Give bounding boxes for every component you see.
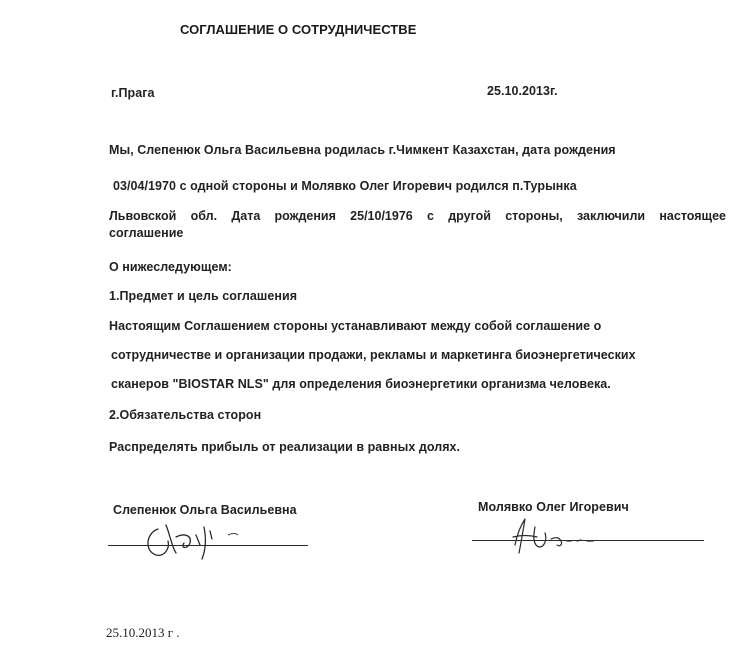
paragraph-line: О нижеследующем: bbox=[109, 260, 232, 274]
party2-signature-line bbox=[472, 540, 704, 541]
paragraph-line: сканеров "BIOSTAR NLS" для определения биоэнергетики организма человека. bbox=[111, 377, 611, 391]
document-date: 25.10.2013г. bbox=[487, 84, 558, 98]
section-heading: 1.Предмет и цель соглашения bbox=[109, 289, 298, 303]
paragraph-line: Львовской обл. Дата рождения 25/10/1976 с другой стороны, заключили настоящее bbox=[109, 209, 726, 223]
party1-signature bbox=[140, 515, 270, 563]
paragraph-line: Мы, Слепенюк Ольга Васильевна родилась г.Чимкент Казахстан, дата рождения bbox=[109, 143, 616, 157]
paragraph-line: 03/04/1970 с одной стороны и Молявко Олег Игоревич родился п.Турынка bbox=[113, 179, 577, 193]
party1-name: Слепенюк Ольга Васильевна bbox=[113, 503, 297, 517]
city: г.Прага bbox=[111, 86, 155, 100]
party2-name: Молявко Олег Игоревич bbox=[478, 500, 629, 514]
document-title: СОГЛАШЕНИЕ О СОТРУДНИЧЕСТВЕ bbox=[180, 22, 417, 37]
section-heading: 2.Обязательства сторон bbox=[109, 408, 262, 422]
paragraph-line: соглашение bbox=[109, 226, 184, 240]
paragraph-line: сотрудничестве и организации продажи, рекламы и маркетинга биоэнергетических bbox=[111, 348, 636, 362]
party1-signature-line bbox=[108, 545, 308, 546]
party2-signature bbox=[505, 515, 625, 557]
paragraph-line: Распределять прибыль от реализации в равных долях. bbox=[109, 440, 461, 454]
footer-date: 25.10.2013 г . bbox=[106, 625, 180, 640]
paragraph-line: Настоящим Соглашением стороны устанавливают между собой соглашение о bbox=[109, 319, 602, 333]
